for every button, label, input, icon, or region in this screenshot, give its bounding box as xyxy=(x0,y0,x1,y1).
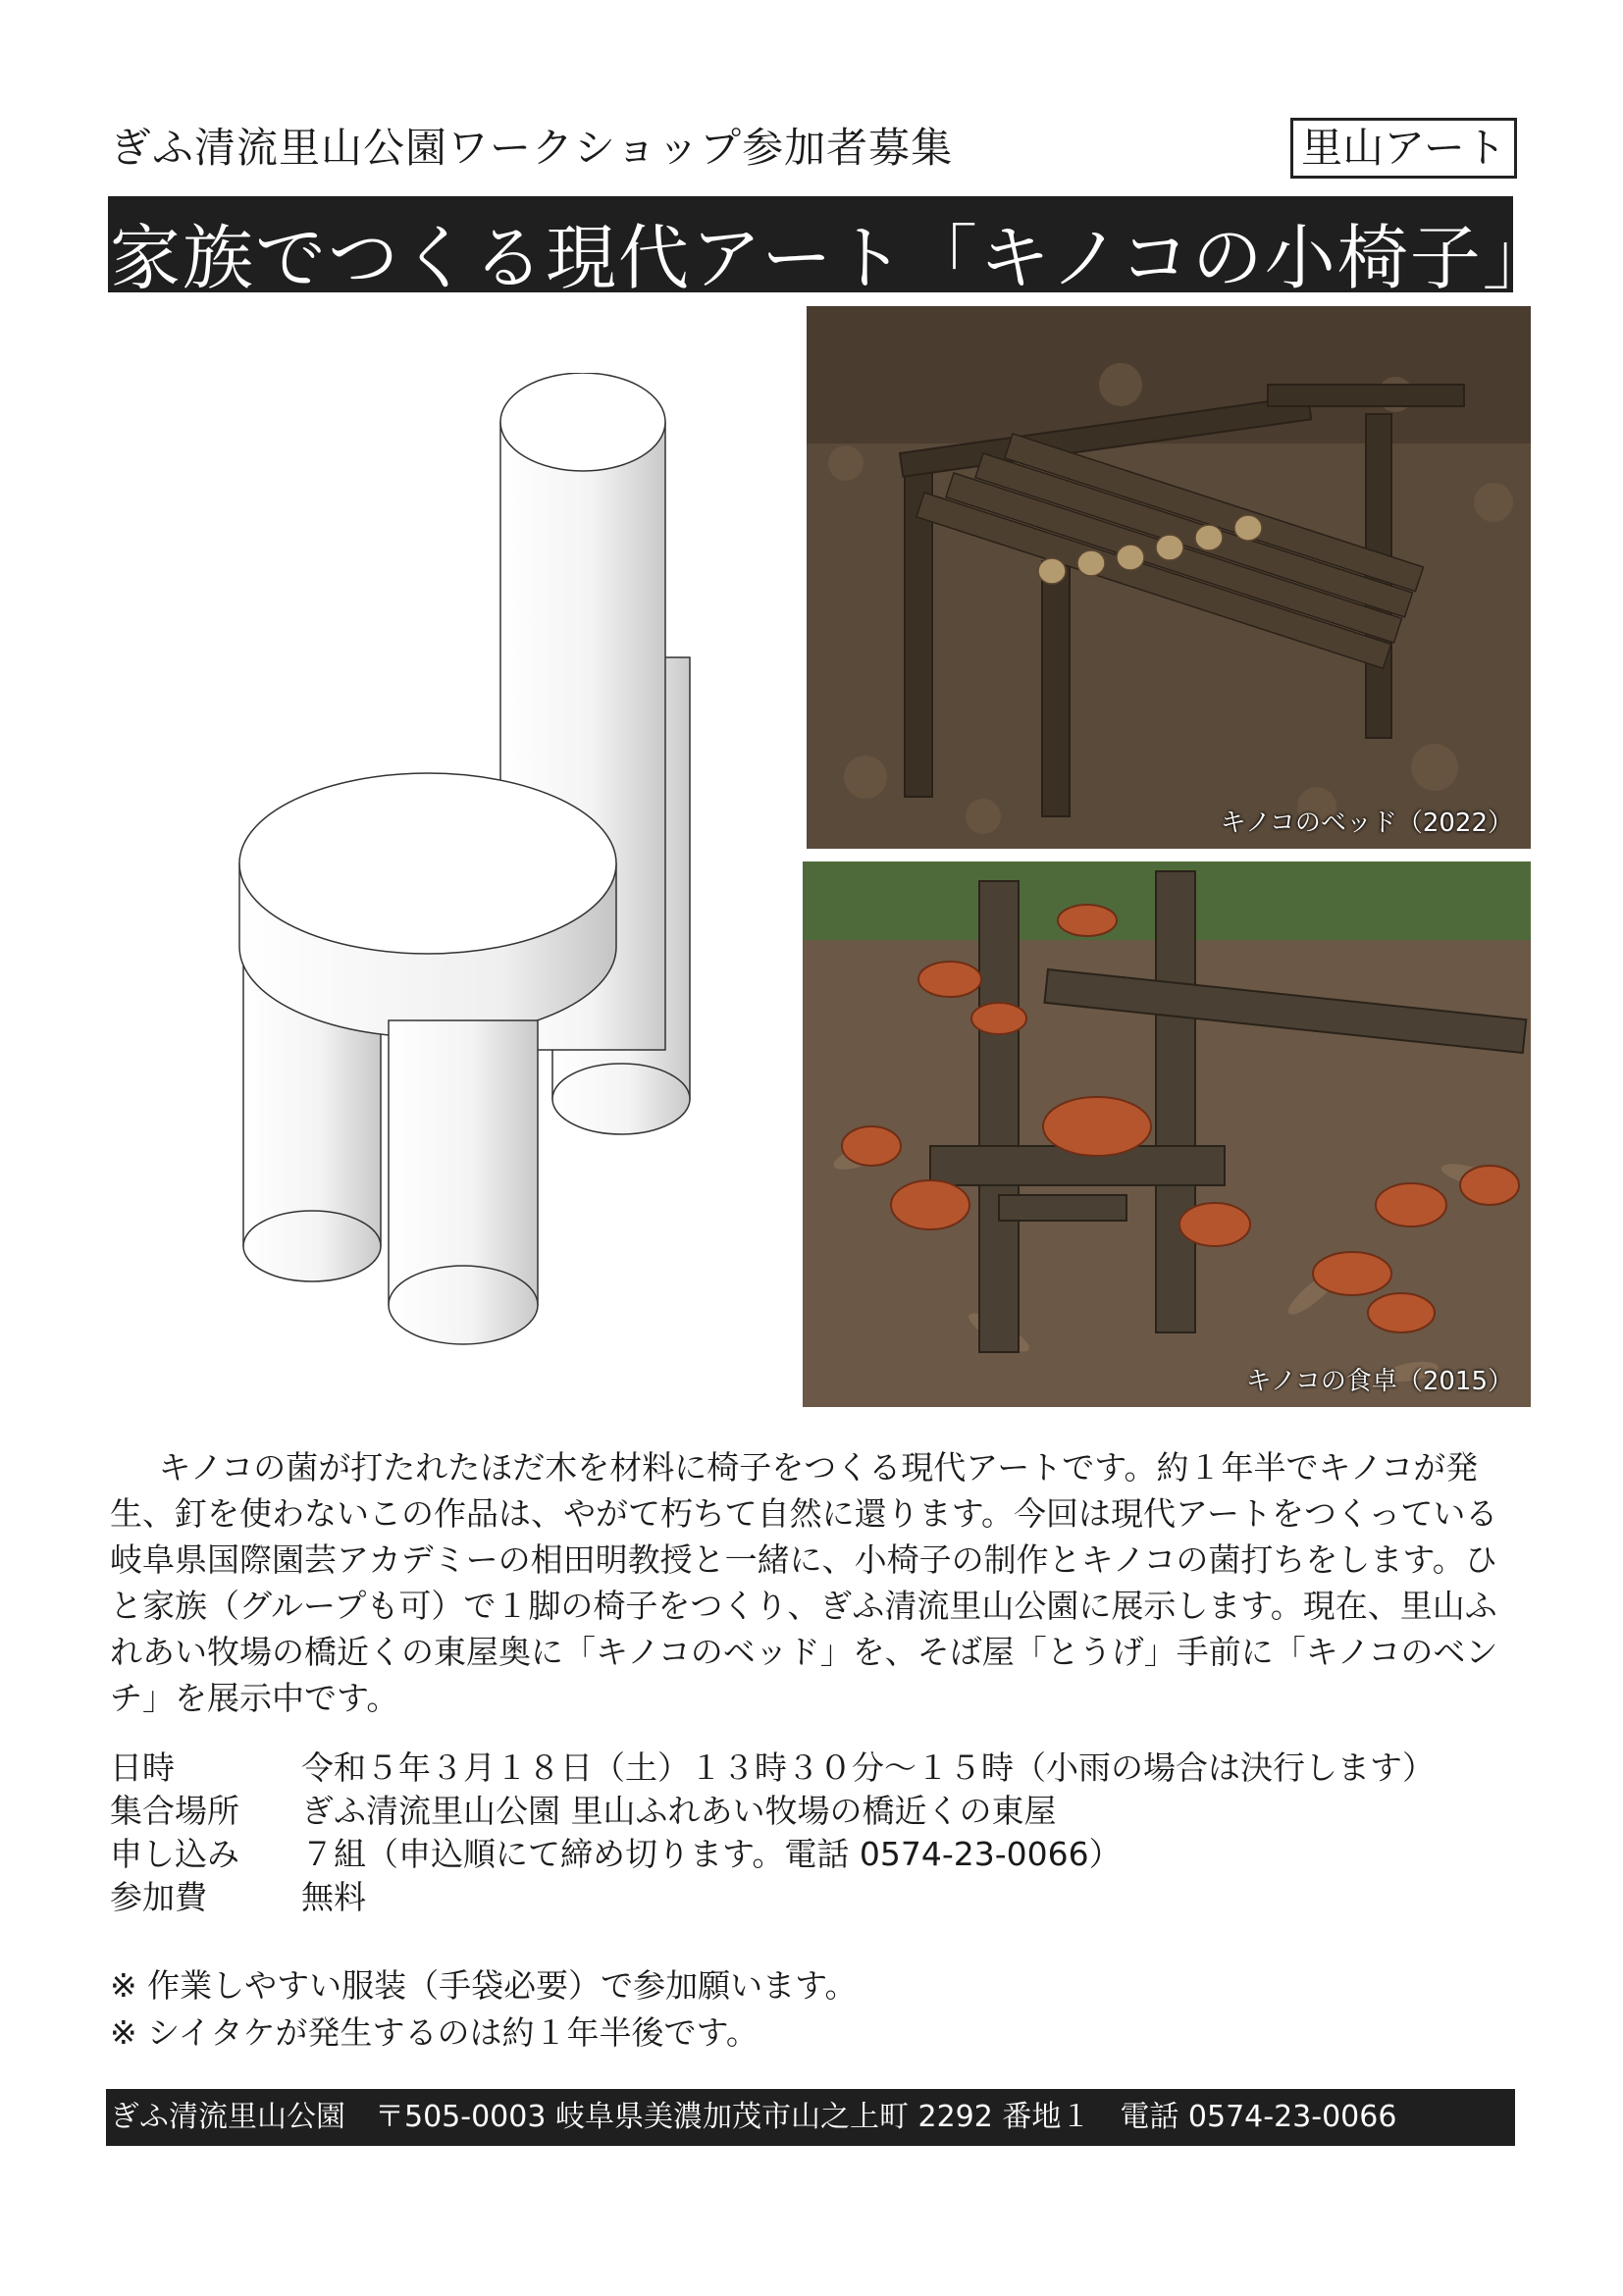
detail-row-meeting-place xyxy=(110,1790,1435,1833)
chair-illustration xyxy=(234,373,705,1364)
note-item: ※ シイタケが発生するのは約１年半後です。 xyxy=(110,2013,759,2052)
event-details xyxy=(110,1747,1435,1919)
chair-front-center-leg xyxy=(389,1020,538,1344)
chair-seat xyxy=(239,773,616,1037)
photo-caption-bed: キノコのベッド（2022） xyxy=(1220,809,1513,838)
mushroom-table-picture xyxy=(803,861,1531,1407)
recruitment-heading: ぎふ清流里山公園ワークショップ参加者募集 xyxy=(110,124,954,172)
notes xyxy=(110,1962,858,2057)
detail-label: 参加費 xyxy=(110,1878,207,1916)
footer-contact: ぎふ清流里山公園 〒505-0003 岐阜県美濃加茂市山之上町 2292 番地１ 電話 0574-23-0066 xyxy=(110,2100,1397,2134)
note-item: ※ 作業しやすい服装（手袋必要）で参加願います。 xyxy=(110,1966,858,2005)
photo-caption-table: キノコの食卓（2015） xyxy=(1245,1367,1513,1396)
mushroom-bed-picture xyxy=(807,306,1531,849)
detail-row-application xyxy=(110,1833,1435,1876)
category-label: 里山アート xyxy=(1290,118,1517,179)
detail-row-date xyxy=(110,1747,1435,1790)
detail-label: 日時 xyxy=(110,1748,175,1787)
detail-label: 申し込み xyxy=(110,1835,239,1873)
detail-label: 集合場所 xyxy=(110,1792,239,1830)
detail-row-fee xyxy=(110,1876,1435,1919)
page-title: 家族でつくる現代アート「キノコの小椅子」 xyxy=(110,217,1555,299)
detail-value: 無料 xyxy=(301,1878,366,1916)
detail-value: ぎふ清流里山公園 里山ふれあい牧場の橋近くの東屋 xyxy=(301,1792,1057,1830)
photo-mushroom-table xyxy=(803,861,1531,1407)
description-paragraph: キノコの菌が打たれたほだ木を材料に椅子をつくる現代アートです。約１年半でキノコが発生、釘を使わないこの作品は、やがて朽ちて自然に還ります。今回は現代アートをつくっている岐阜県国際園芸アカデミーの相田明教授と一緒に、小椅子の制作とキノコの菌打ちをします。ひと家族（グループも可）で１脚の椅子をつくり、ぎふ清流里山公園に展示します。現在、里山ふれあい牧場の橋近くの東屋奥に「キノコのベッド」を、そば屋「とうげ」手前に「キノコのベンチ」を展示中です。 xyxy=(110,1448,1498,1717)
detail-value: 令和５年３月１８日（土）１３時３０分～１５時（小雨の場合は決行します） xyxy=(301,1748,1435,1787)
photo-mushroom-bed xyxy=(807,306,1531,849)
detail-value: ７組（申込順にて締め切ります。電話 0574-23-0066） xyxy=(301,1835,1122,1873)
